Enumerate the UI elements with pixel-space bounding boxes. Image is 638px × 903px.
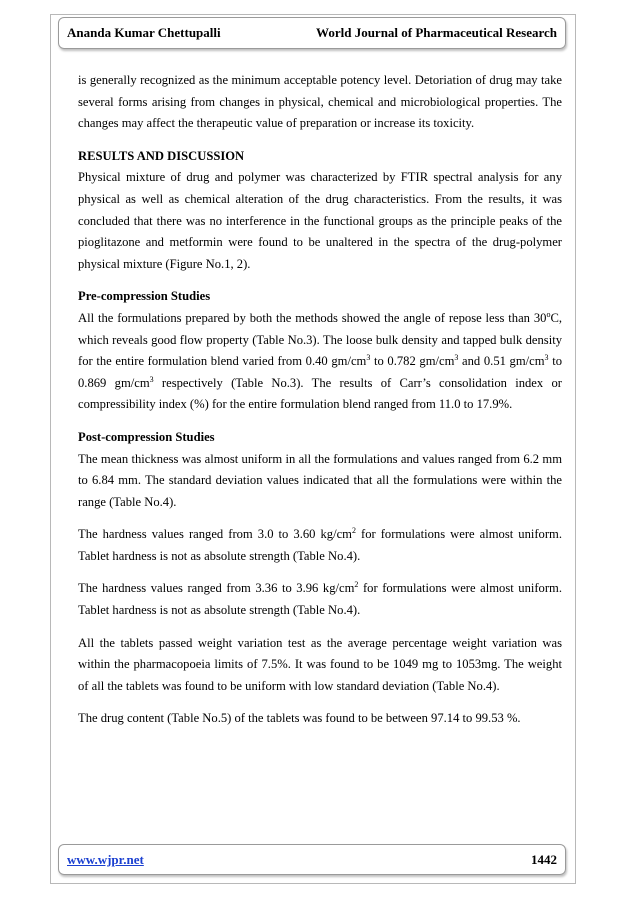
intro-paragraph: is generally recognized as the minimum acceptable potency level. Detoriation of drug may take several forms arising from changes in physical, chemical and microbiological properties. The changes may affect the therapeutic value of preparation or increase its toxicity. xyxy=(78,73,562,131)
running-footer xyxy=(58,844,566,875)
article-body xyxy=(78,70,562,741)
thickness-paragraph: The mean thickness was almost uniform in all the formulations and values ranged from 6.2 mm to 6.84 mm. The standard deviation values indicated that all the formulations were within the range (Table No.4). xyxy=(78,451,562,509)
header-author: Ananda Kumar Chettupalli xyxy=(67,25,221,40)
weight-variation-paragraph: All the tablets passed weight variation test as the average percentage weight variation was within the pharmacopoeia limits of 7.5%. It was found to be 1049 mg to 1053mg. The weight of all the tablets was found to be uniform with low standard deviation (Table No.4). xyxy=(78,635,562,693)
header-journal: World Journal of Pharmaceutical Research xyxy=(316,25,557,40)
post-compression-heading: Post-compression Studies xyxy=(78,429,215,444)
pre-compression-paragraph: All the formulations prepared by both the methods showed the angle of repose less than 30$^o$C, which reveals good flow property (Table No.3). The loose bulk density and tapped bulk density for the entire formulation blend varied from 0.40 $gm/cm^3$ to 0.782 $gm/cm^3$ and 0.51 $gm/cm^3$ to 0.869 $gm/cm^3$ respectively (Table No.3). The results of Carr’s consolidation index or compressibility index (%) for the entire formulation blend ranged from 11.0 to 17.9%. xyxy=(78,309,562,412)
hardness-paragraph-1: The hardness values ranged from 3.0 to 3.60 $kg/cm^2$ for formulations were almost uniform. Tablet hardness is not as absolute strength (Table No.4). xyxy=(78,526,562,563)
drug-content-paragraph: The drug content (Table No.5) of the tablets was found to be between 97.14 to 99.53 %. xyxy=(78,711,521,726)
running-header xyxy=(58,17,566,49)
journal-url-link[interactable]: www.wjpr.net xyxy=(67,851,144,867)
results-heading: RESULTS AND DISCUSSION xyxy=(78,148,245,163)
pre-compression-heading: Pre-compression Studies xyxy=(78,289,211,304)
results-paragraph: Physical mixture of drug and polymer was characterized by FTIR spectral analysis for any physical as well as chemical alteration of the drug characteristics. From the results, it was concluded that there was no interference in the functional groups as the principle peaks of the pioglitazone and metformin were found to be unaltered in the spectra of the drug-polymer physical mixture (Figure No.1, 2). xyxy=(78,170,562,271)
page-number: 1442 xyxy=(531,851,557,867)
hardness-paragraph-2: The hardness values ranged from 3.36 to 3.96 $kg/cm^2$ for formulations were almost uniform. Tablet hardness is not as absolute strength (Table No.4). xyxy=(78,580,562,618)
